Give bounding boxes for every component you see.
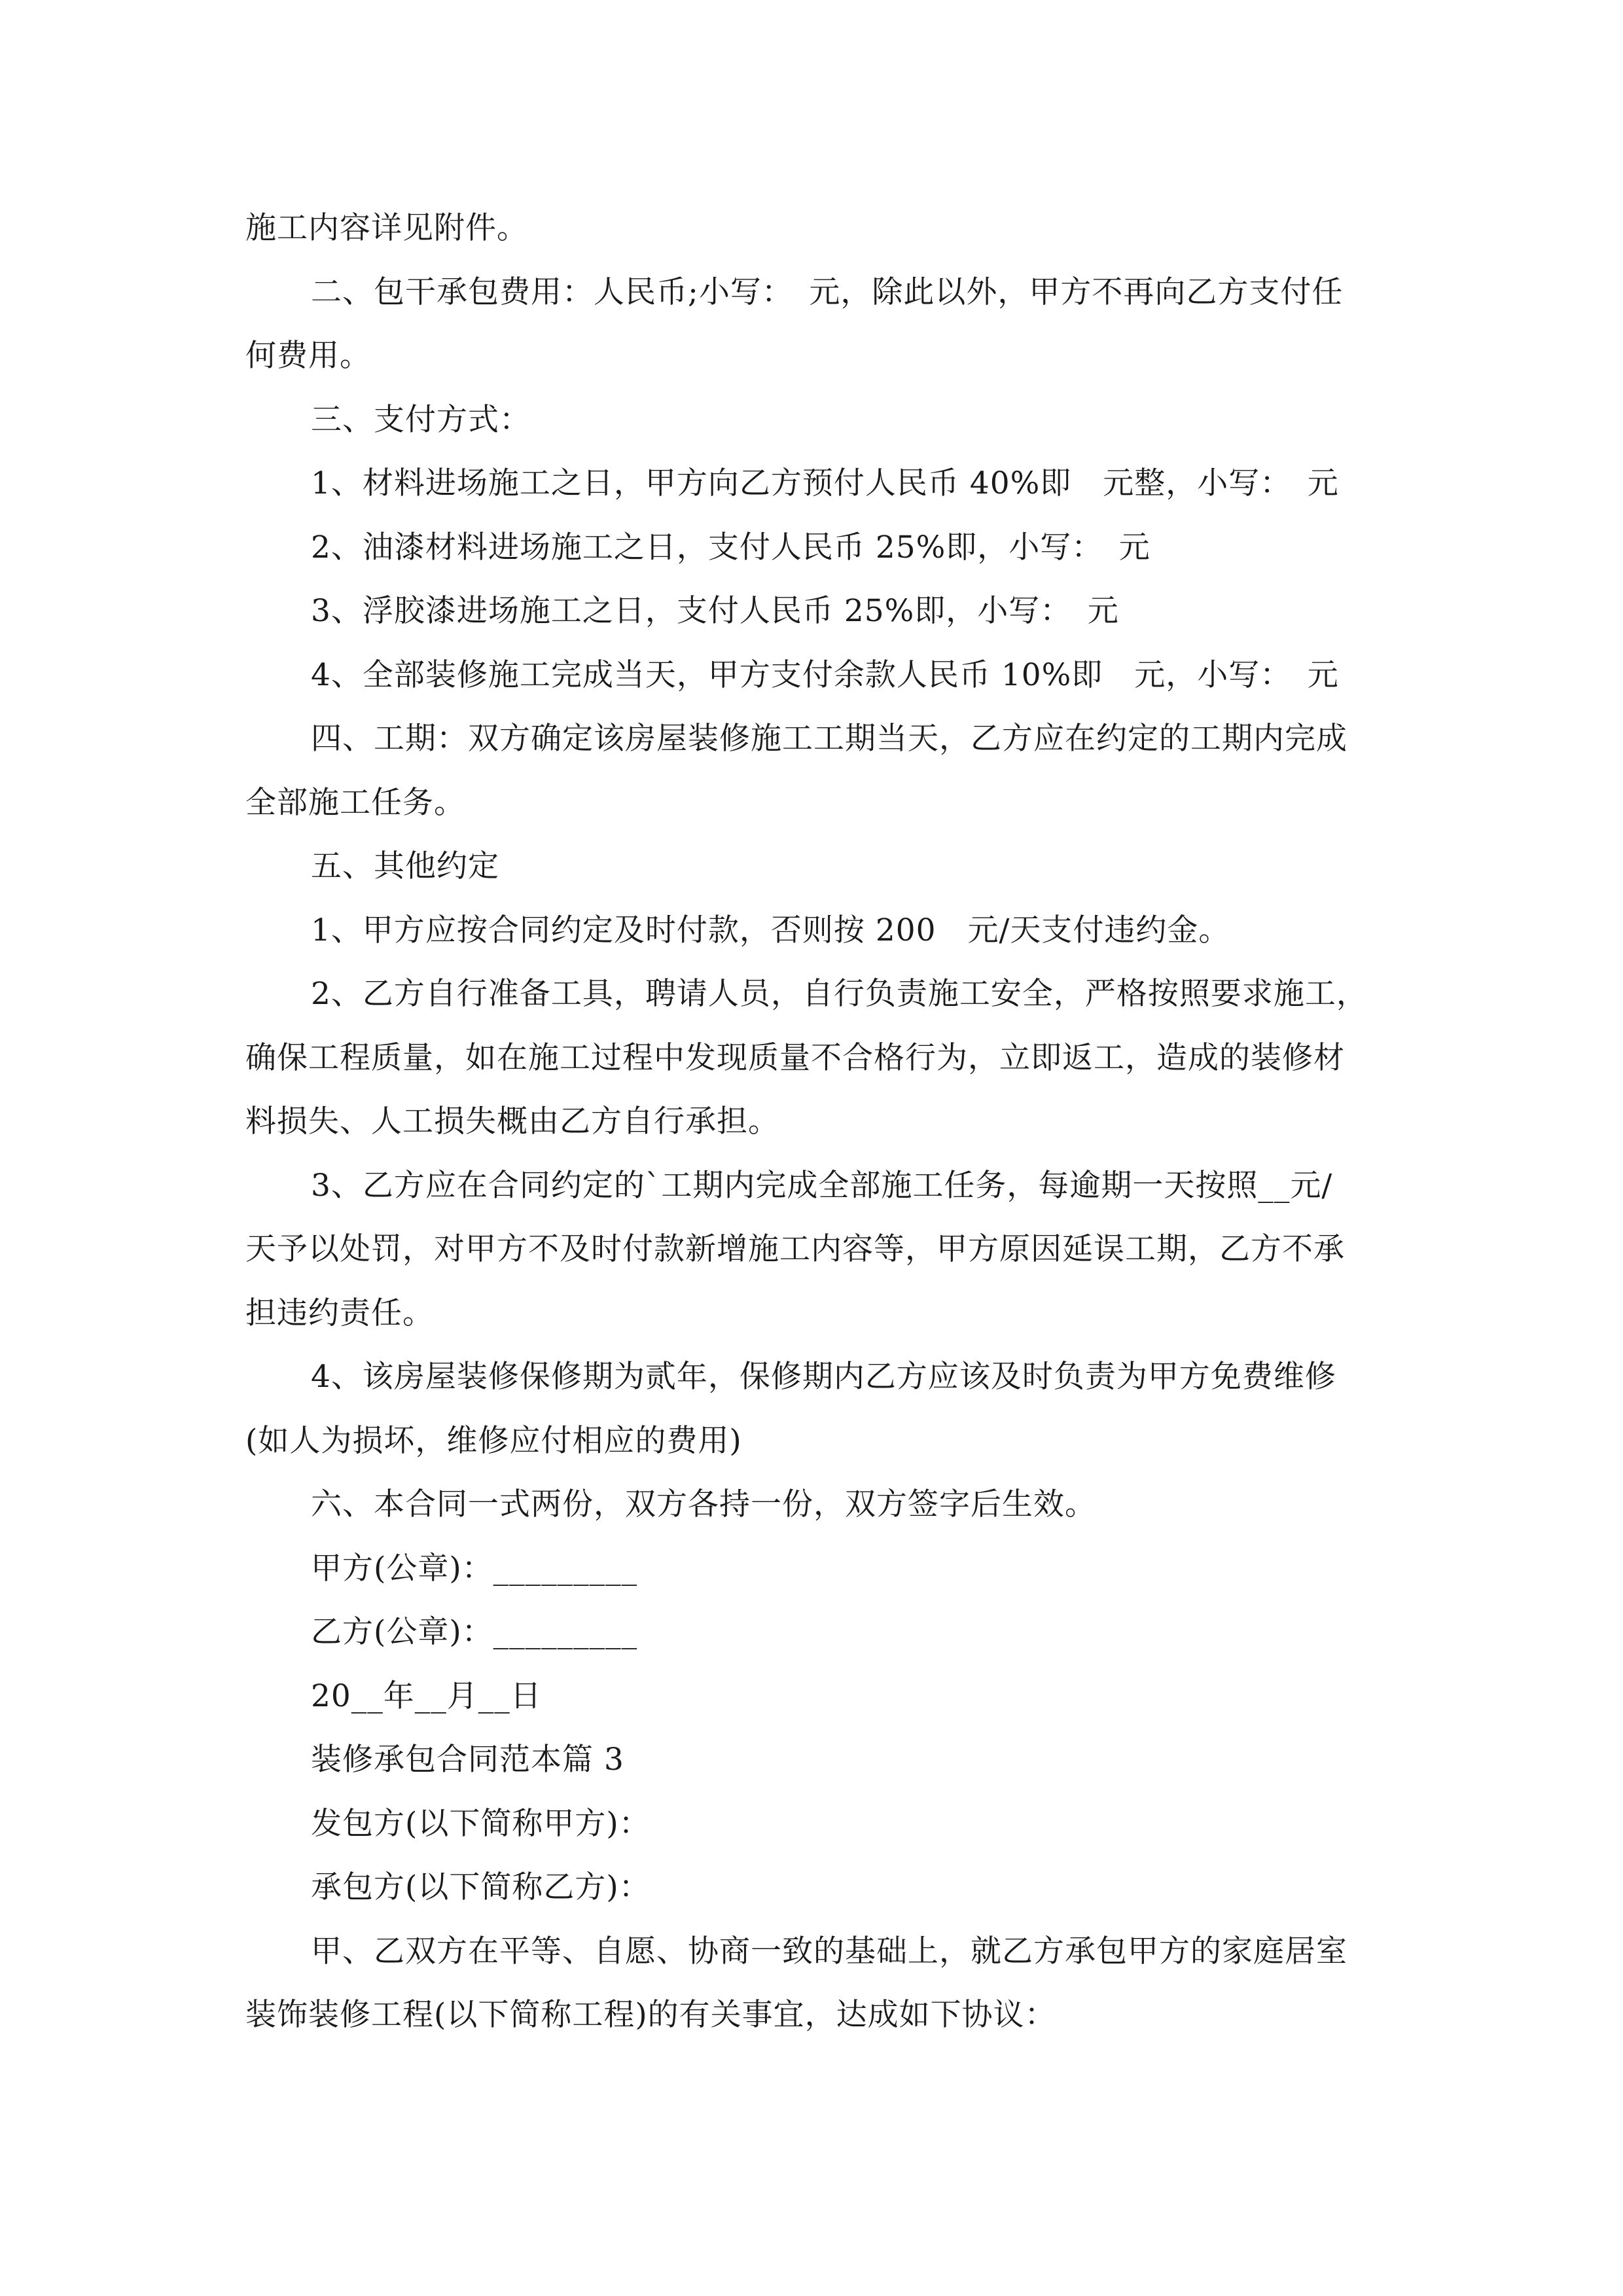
text-line: 2、乙方自行准备工具，聘请人员，自行负责施工安全，严格按照要求施工， — [311, 976, 1368, 1012]
date-line: 20__年__月__日 — [311, 1677, 542, 1714]
text-line: 3、浮胶漆进场施工之日，支付人民币 25%即，小写： 元 — [311, 593, 1119, 629]
text-line: (如人为损坏，维修应付相应的费用) — [245, 1422, 742, 1459]
section-title: 装修承包合同范本篇 3 — [311, 1742, 624, 1778]
text-line: 六、本合同一式两份，双方各持一份，双方签字后生效。 — [311, 1486, 1096, 1522]
section-heading: 三、支付方式： — [311, 401, 531, 438]
text-line: 二、包干承包费用：人民币;小写： 元，除此以外，甲方不再向乙方支付任 — [311, 274, 1344, 310]
document-body — [245, 196, 1384, 2047]
text-line: 何费用。 — [245, 338, 371, 374]
text-line: 2、油漆材料进场施工之日，支付人民币 25%即，小写： 元 — [311, 529, 1150, 565]
text-line: 天予以处罚，对甲方不及时付款新增施工内容等，甲方原因延误工期，乙方不承 — [245, 1231, 1345, 1267]
text-line: 1、材料进场施工之日，甲方向乙方预付人民币 40%即 元整，小写： 元 — [311, 465, 1339, 501]
text-line: 料损失、人工损失概由乙方自行承担。 — [245, 1103, 779, 1139]
text-line: 确保工程质量，如在施工过程中发现质量不合格行为，立即返工，造成的装修材 — [245, 1039, 1345, 1076]
text-line: 甲、乙双方在平等、自愿、协商一致的基础上，就乙方承包甲方的家庭居室 — [311, 1933, 1347, 1969]
text-line: 3、乙方应在合同约定的`工期内完成全部施工任务，每逾期一天按照__元/ — [311, 1167, 1333, 1204]
text-line: 施工内容详见附件。 — [245, 210, 528, 246]
text-line: 四、工期：双方确定该房屋装修施工工期当天，乙方应在约定的工期内完成 — [311, 721, 1347, 757]
text-line: 担违约责任。 — [245, 1295, 434, 1331]
text-line: 承包方(以下简称乙方)： — [311, 1869, 651, 1905]
text-line: 4、全部装修施工完成当天，甲方支付余款人民币 10%即 元，小写： 元 — [311, 656, 1339, 693]
text-line: 1、甲方应按合同约定及时付款，否则按 200 元/天支付违约金。 — [311, 912, 1230, 948]
section-heading: 五、其他约定 — [311, 848, 499, 884]
signature-line-party-a: 甲方(公章)：_________ — [311, 1550, 638, 1587]
text-line: 4、该房屋装修保修期为贰年，保修期内乙方应该及时负责为甲方免费维修 — [311, 1359, 1336, 1395]
text-line: 发包方(以下简称甲方)： — [311, 1805, 651, 1842]
signature-line-party-b: 乙方(公章)：_________ — [311, 1614, 638, 1650]
text-line: 全部施工任务。 — [245, 784, 465, 821]
text-line: 装饰装修工程(以下简称工程)的有关事宜，达成如下协议： — [245, 1997, 1056, 2033]
